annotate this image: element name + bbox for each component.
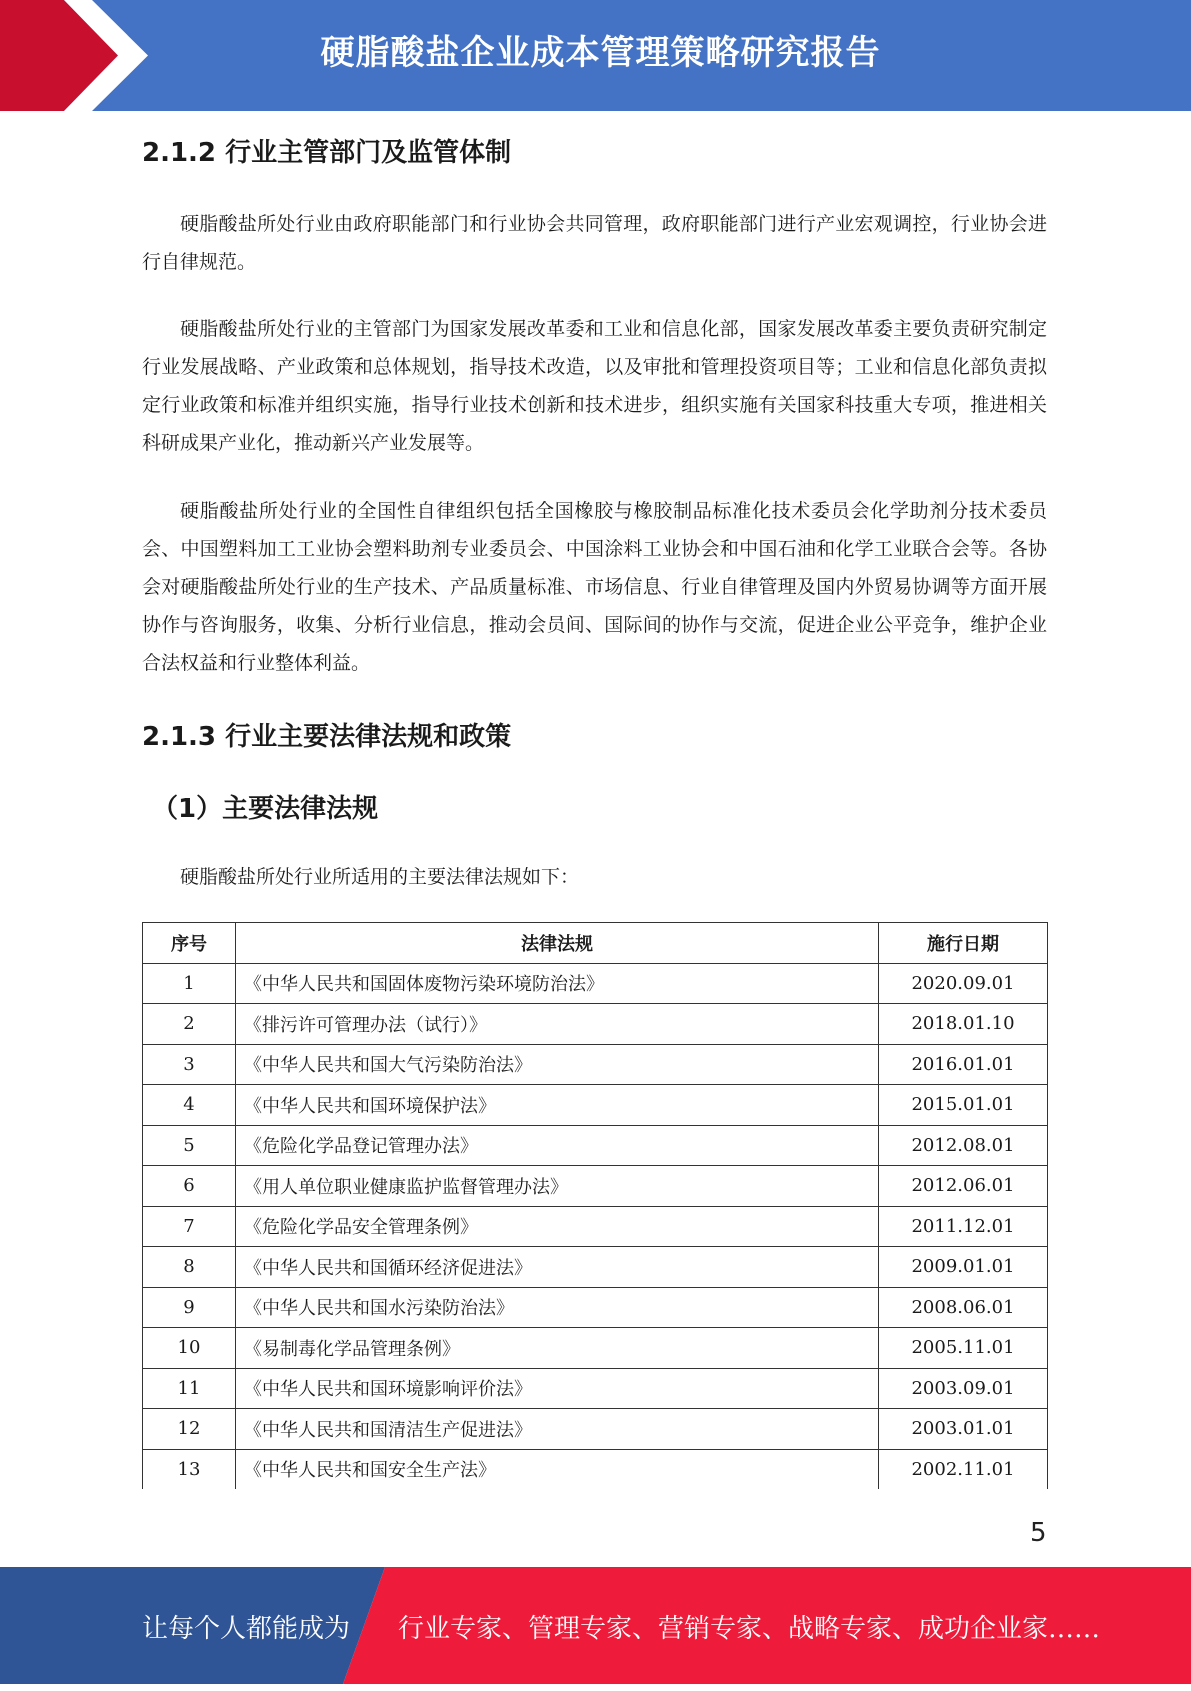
row-index: 7: [143, 1206, 236, 1247]
effective-date: 2009.01.01: [879, 1247, 1048, 1288]
effective-date: 2015.01.01: [879, 1085, 1048, 1126]
effective-date: 2003.09.01: [879, 1368, 1048, 1409]
table-row: [143, 1044, 1048, 1085]
paragraph: 硬脂酸盐所处行业的主管部门为国家发展改革委和工业和信息化部，国家发展改革委主要负责研究制定行业发展战略、产业政策和总体规划，指导技术改造，以及审批和管理投资项目等；工业和信息化部负责拟定行业政策和标准并组织实施，指导行业技术创新和技术进步，组织实施有关国家科技重大专项，推进相关科研成果产业化，推动新兴产业发展等。: [142, 318, 1047, 454]
column-header-index: 序号: [143, 923, 236, 964]
table-row: [143, 963, 1048, 1004]
table-row: [143, 1287, 1048, 1328]
table-row: [143, 1166, 1048, 1207]
row-index: 4: [143, 1085, 236, 1126]
row-index: 9: [143, 1287, 236, 1328]
law-name: 《易制毒化学品管理条例》: [236, 1328, 879, 1369]
law-name: 《中华人民共和国环境保护法》: [236, 1085, 879, 1126]
table-row: [143, 1368, 1048, 1409]
law-name: 《中华人民共和国循环经济促进法》: [236, 1247, 879, 1288]
table-row: [143, 1449, 1048, 1489]
table-header-row: [143, 923, 1048, 964]
row-index: 8: [143, 1247, 236, 1288]
table-row: [143, 1247, 1048, 1288]
effective-date: 2012.06.01: [879, 1166, 1048, 1207]
table-row: [143, 1206, 1048, 1247]
law-name: 《中华人民共和国环境影响评价法》: [236, 1368, 879, 1409]
row-index: 3: [143, 1044, 236, 1085]
sub-heading-main-laws: （1）主要法律法规: [152, 794, 379, 824]
effective-date: 2018.01.10: [879, 1004, 1048, 1045]
row-index: 1: [143, 963, 236, 1004]
column-header-effective-date: 施行日期: [879, 923, 1048, 964]
page-footer-band: [0, 1567, 1191, 1684]
law-name: 《中华人民共和国安全生产法》: [236, 1449, 879, 1489]
report-title: 硬脂酸盐企业成本管理策略研究报告: [320, 33, 881, 73]
effective-date: 2002.11.01: [879, 1449, 1048, 1489]
effective-date: 2020.09.01: [879, 963, 1048, 1004]
law-name: 《用人单位职业健康监护监督管理办法》: [236, 1166, 879, 1207]
table-row: [143, 1409, 1048, 1450]
paragraph: 硬脂酸盐所处行业由政府职能部门和行业协会共同管理，政府职能部门进行产业宏观调控，行业协会进行自律规范。: [142, 213, 1047, 273]
row-index: 11: [143, 1368, 236, 1409]
table-row: [143, 1328, 1048, 1369]
footer-slogan-left: 让每个人都能成为: [142, 1614, 351, 1644]
row-index: 2: [143, 1004, 236, 1045]
law-name: 《危险化学品安全管理条例》: [236, 1206, 879, 1247]
section-heading-2-1-2: 2.1.2 行业主管部门及监管体制: [142, 138, 512, 168]
column-header-law: 法律法规: [236, 923, 879, 964]
effective-date: 2008.06.01: [879, 1287, 1048, 1328]
table-row: [143, 1085, 1048, 1126]
effective-date: 2012.08.01: [879, 1125, 1048, 1166]
law-name: 《中华人民共和国清洁生产促进法》: [236, 1409, 879, 1450]
law-name: 《危险化学品登记管理办法》: [236, 1125, 879, 1166]
effective-date: 2003.01.01: [879, 1409, 1048, 1450]
law-name: 《排污许可管理办法（试行）》: [236, 1004, 879, 1045]
effective-date: 2011.12.01: [879, 1206, 1048, 1247]
footer-slogan-right: 行业专家、管理专家、营销专家、战略专家、成功企业家……: [398, 1614, 1101, 1644]
law-name: 《中华人民共和国水污染防治法》: [236, 1287, 879, 1328]
law-name: 《中华人民共和国固体废物污染环境防治法》: [236, 963, 879, 1004]
paragraph: 硬脂酸盐所处行业的全国性自律组织包括全国橡胶与橡胶制品标准化技术委员会化学助剂分技术委员会、中国塑料加工工业协会塑料助剂专业委员会、中国涂料工业协会和中国石油和化学工业联合会等。各协会对硬脂酸盐所处行业的生产技术、产品质量标准、市场信息、行业自律管理及国内外贸易协调等方面开展协作与咨询服务，收集、分析行业信息，推动会员间、国际间的协作与交流，促进企业公平竞争，维护企业合法权益和行业整体利益。: [142, 500, 1047, 674]
effective-date: 2005.11.01: [879, 1328, 1048, 1369]
row-index: 10: [143, 1328, 236, 1369]
section-heading-2-1-3: 2.1.3 行业主要法律法规和政策: [142, 722, 512, 752]
table-row: [143, 1004, 1048, 1045]
page-number: 5: [1030, 1518, 1047, 1548]
row-index: 6: [143, 1166, 236, 1207]
laws-table: [142, 922, 1048, 1489]
row-index: 13: [143, 1449, 236, 1489]
row-index: 12: [143, 1409, 236, 1450]
page-header-band: [0, 0, 1191, 111]
table-intro: 硬脂酸盐所处行业所适用的主要法律法规如下：: [180, 866, 580, 888]
table-row: [143, 1125, 1048, 1166]
effective-date: 2016.01.01: [879, 1044, 1048, 1085]
row-index: 5: [143, 1125, 236, 1166]
law-name: 《中华人民共和国大气污染防治法》: [236, 1044, 879, 1085]
